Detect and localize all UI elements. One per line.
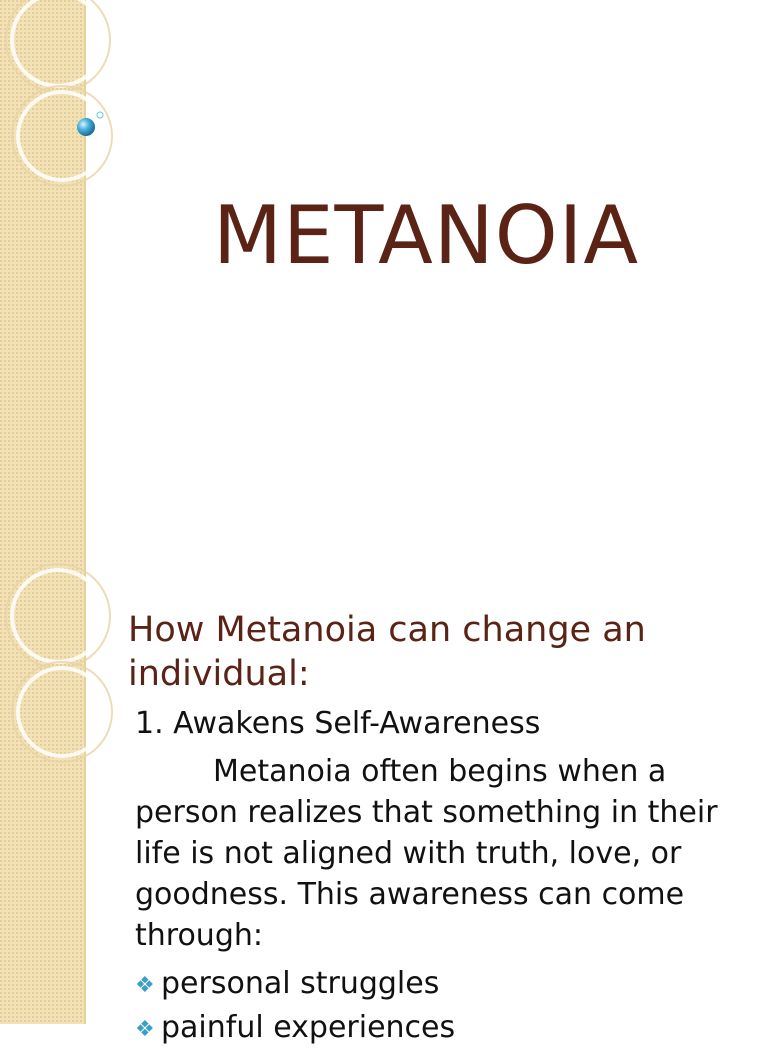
- body-paragraph: Metanoia often begins when a person realizes that something in their life is not aligned with truth, love, or goodness. This awareness can come through:: [135, 754, 718, 953]
- blue-bead-icon: [77, 118, 95, 136]
- numbered-point: 1. Awakens Self-Awareness: [135, 706, 541, 741]
- slide-heading: How Metanoia can change an individual:: [128, 610, 646, 694]
- ring-ornament-icon: [0, 0, 140, 200]
- slide-title: METANOIA: [212, 189, 640, 282]
- diamond-bullet-icon: ❖: [135, 973, 155, 998]
- bullet-text: painful experiences: [161, 1010, 456, 1045]
- diamond-bullet-icon: ❖: [135, 1017, 155, 1042]
- bullet-list: [135, 962, 455, 1050]
- content-slide: [0, 576, 768, 1045]
- list-item: [135, 1006, 455, 1050]
- bullet-text: personal struggles: [161, 966, 440, 1001]
- ring-ornament-icon: [0, 576, 140, 776]
- list-item: [135, 962, 455, 1006]
